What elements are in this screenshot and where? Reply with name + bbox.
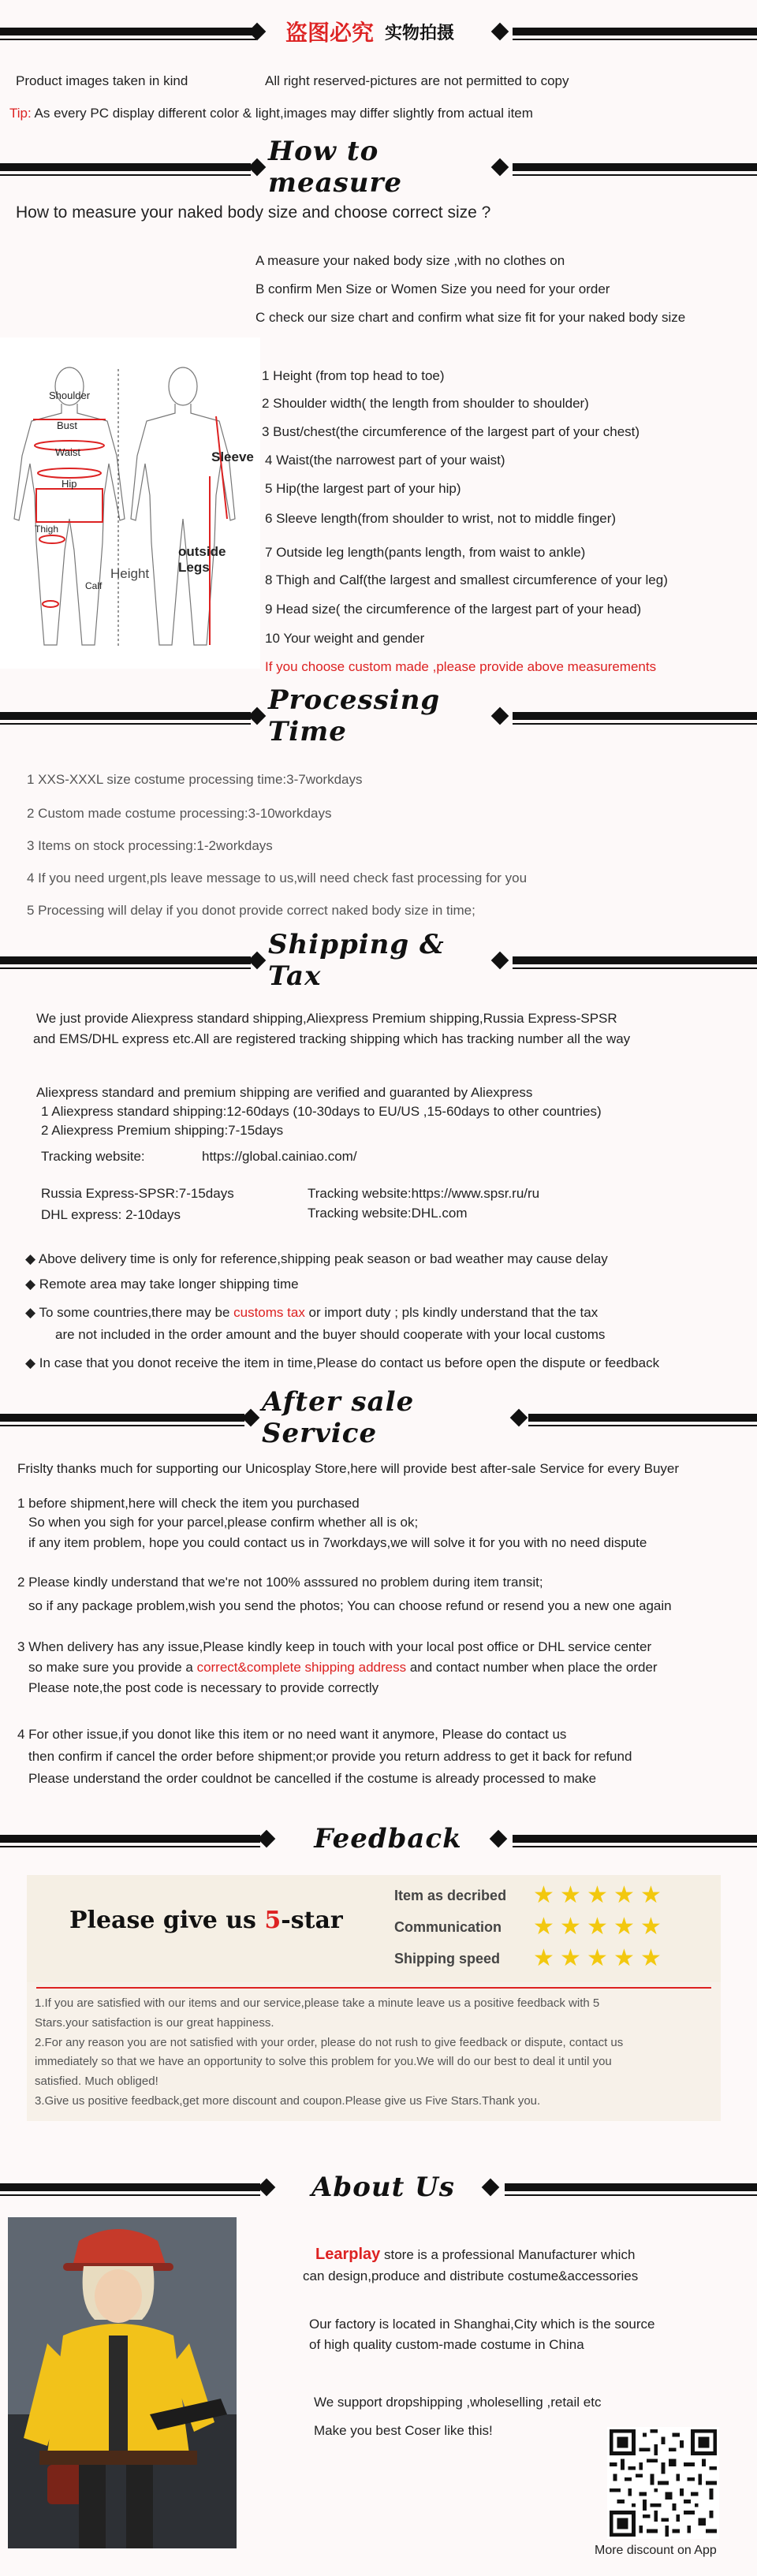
feedback-p1-line1: 1.If you are satisfied with our items and our service,please take a minute leave us a positive feedback with 5 [35,1996,600,2010]
measure-step-b: B confirm Men Size or Women Size you need for your order [255,281,610,296]
five-star-number: 5 [264,1907,282,1934]
label-thigh: Thigh [35,524,59,535]
measure-banner-label: How to measure [268,136,403,199]
shipping-banner-label: Shipping & Tax [268,929,445,992]
shipping-bullet-1 [25,1251,608,1267]
label-calf: Calf [85,580,103,591]
feedback-banner [0,1821,757,1856]
label-height: Height [110,566,150,581]
aftersale-3-line2 [28,1659,658,1676]
star-icon: ★ [587,1881,608,1909]
body-measure-diagram [0,337,260,669]
measure-item-8: 8 Thigh and Calf(the largest and smallest circumference of your leg) [265,572,668,587]
shipping-premium: 2 Aliexpress Premium shipping:7-15days [41,1123,284,1138]
russia-express: Russia Express-SPSR:7-15days [41,1186,234,1201]
measure-step-c: C check our size chart and confirm what size fit for your naked body size [255,310,686,325]
aftersale-2-line2: so if any package problem,wish you send the photos; You can choose refund or resend you a new one again [28,1598,672,1613]
aftersale-3-line2-pre: so make sure you provide a [28,1660,197,1675]
shipping-bullet-4 [25,1355,659,1371]
dhl-tracking: Tracking website:DHL.com [308,1206,468,1221]
aftersale-4-line1: 4 For other issue,if you donot like this item or no need want it anymore, Please do contact us [17,1727,567,1742]
about-banner [0,2170,757,2205]
feedback-banner-label: Feedback [314,1823,462,1855]
processing-item-5: 5 Processing will delay if you donot provide correct naked body size in time; [27,903,475,918]
measure-item-10: 10 Your weight and gender [265,631,425,646]
shipping-guarantee: Aliexpress standard and premium shipping are verified and guaranted by Aliexpress [36,1085,533,1100]
about-line-3: Our factory is located in Shanghai,City which is the source [309,2317,655,2332]
custom-made-note: If you choose custom made ,please provide above measurements [265,659,657,674]
label-shoulder: Shoulder [49,390,91,401]
shipping-bullet-1-text: Above delivery time is only for reference,shipping peak season or bad weather may cause delay [38,1251,608,1266]
measure-heading: How to measure your naked body size and choose correct size ? [16,203,491,222]
aftersale-1-line3: if any item problem, hope you could contact us in 7workdays,we will solve it for you with no need dispute [28,1535,647,1550]
feedback-text [35,1996,623,2109]
measure-item-3: 3 Bust/chest(the circumference of the largest part of your chest) [262,424,640,439]
label-hip: Hip [62,478,77,490]
rating-label-item: Item as decribed [394,1888,507,1903]
star-icon: ★ [533,1881,554,1909]
shipping-bullet-3 [25,1304,598,1321]
about-line-1-text: store is a professional Manufacturer which [380,2247,636,2262]
shipping-banner [0,929,757,992]
label-outside-legs: outside Legs [178,544,226,575]
cosplay-photo [8,2217,237,2548]
about-line-6: Make you best Coser like this! [314,2423,493,2438]
rating-stars-communication [533,1913,667,1940]
measure-item-1: 1 Height (from top head to toe) [262,368,445,383]
star-icon: ★ [640,1881,662,1909]
aftersale-banner [0,1386,757,1449]
aftersale-3-line3: Please note,the post code is necessary to provide correctly [28,1680,379,1695]
star-icon: ★ [587,1944,608,1972]
measure-item-6: 6 Sleeve length(from shoulder to wrist, not to middle finger) [265,511,617,526]
five-star-request-post: -star [281,1907,343,1934]
feedback-p3: 3.Give us positive feedback,get more discount and coupon.Please give us Five Stars.Thank you. [35,2093,541,2108]
aftersale-4-line3: Please understand the order couldnot be cancelled if the costume is already processed to make [28,1771,597,1786]
about-line-4: of high quality custom-made costume in China [309,2337,584,2352]
measure-item-4: 4 Waist(the narrowest part of your waist) [265,453,505,468]
shipping-tracking-url[interactable]: https://global.cainiao.com/ [202,1149,357,1164]
rating-label-shipping: Shipping speed [394,1951,501,1966]
header-subtitle-cn: 实物拍摄 [385,23,455,43]
aftersale-1-line2: So when you sigh for your parcel,please confirm whether all is ok; [28,1515,419,1530]
shipping-tracking-label: Tracking website: [41,1149,145,1164]
aftersale-1-line1: 1 before shipment,here will check the item you purchased [17,1496,360,1511]
aftersale-3-line2-post: and contact number when place the order [406,1660,658,1675]
body-outline-svg [0,337,260,669]
rating-label-communication: Communication [394,1919,502,1935]
customs-tax-highlight: customs tax [233,1305,305,1320]
star-icon: ★ [587,1913,608,1940]
shipping-bullet-3-line2: are not included in the order amount and the buyer should cooperate with your local customs [55,1327,606,1342]
tip-label: Tip: [9,106,32,121]
star-icon: ★ [613,1881,635,1909]
qr-caption: More discount on App [595,2544,717,2557]
diamond-bullet-icon: ◆ [25,1251,39,1266]
label-bust: Bust [57,419,78,431]
header-title-cn: 盗图必究 [285,20,375,46]
aftersale-2-line1: 2 Please kindly understand that we're not 100% asssured no problem during item transit; [17,1575,543,1590]
shipping-bullet-3-post: or import duty ; pls kindly understand that the tax [304,1305,599,1320]
star-icon: ★ [640,1913,662,1940]
star-icon: ★ [560,1881,581,1909]
measure-step-a: A measure your naked body size ,with no clothes on [255,253,565,268]
feedback-p2-line3: satisfied. Much obliged! [35,2075,158,2088]
measure-item-7: 7 Outside leg length(pants length, from waist to ankle) [265,545,586,560]
star-icon: ★ [640,1944,662,1972]
rating-stars-shipping [533,1944,667,1972]
tip-line [9,105,533,121]
star-icon: ★ [613,1913,635,1940]
diamond-bullet-icon: ◆ [25,1305,39,1320]
measure-item-9: 9 Head size( the circumference of the largest part of your head) [265,602,642,617]
shipping-intro-2: and EMS/DHL express etc.All are registered tracking shipping which has tracking number all the way [33,1031,631,1046]
feedback-p2-line2: immediately so that we have an opportunity to solve this problem for you.We will do our best to deal it until you [35,2055,612,2069]
processing-item-4: 4 If you need urgent,pls leave message to us,will need check fast processing for you [27,870,528,885]
about-line-5: We support dropshipping ,wholeselling ,retail etc [314,2395,602,2410]
diamond-bullet-icon: ◆ [25,1277,39,1292]
shipping-intro-1: We just provide Aliexpress standard shipping,Aliexpress Premium shipping,Russia Express-SPSR [36,1011,617,1026]
shipping-bullet-4-text: In case that you donot receive the item in time,Please do contact us before open the dispute or feedback [39,1355,660,1370]
processing-item-1: 1 XXS-XXXL size costume processing time:3-7workdays [27,772,363,787]
dhl-express: DHL express: 2-10days [41,1207,181,1222]
label-waist: Waist [55,446,81,458]
russia-tracking: Tracking website:https://www.spsr.ru/ru [308,1186,540,1201]
about-banner-label: About Us [311,2172,455,2203]
shipping-bullet-2 [25,1276,299,1292]
aftersale-intro: Frislty thanks much for supporting our Unicosplay Store,here will provide best after-sale Service for every Buyer [17,1461,680,1476]
processing-banner [0,684,757,747]
five-star-request-pre: Please give us [69,1907,265,1934]
label-sleeve: Sleeve [211,449,254,464]
star-icon: ★ [560,1913,581,1940]
shipping-bullet-3-pre: To some countries,there may be [39,1305,234,1320]
aftersale-banner-label: After sale Service [262,1386,415,1449]
qr-code-icon [610,2429,717,2537]
shipping-standard: 1 Aliexpress standard shipping:12-60days (10-30days to EU/US ,15-60days to other countries) [41,1104,602,1119]
feedback-panel [27,1875,721,2121]
measure-item-2: 2 Shoulder width( the length from shoulder to shoulder) [262,396,589,411]
measure-banner [0,136,757,199]
diamond-bullet-icon: ◆ [25,1355,39,1370]
star-icon: ★ [560,1944,581,1972]
about-line-1 [315,2246,635,2264]
brand-name: Learplay [315,2246,381,2263]
shipping-bullet-2-text: Remote area may take longer shipping time [39,1277,299,1292]
shipping-address-highlight: correct&complete shipping address [196,1660,407,1675]
copyright-note: All right reserved-pictures are not permitted to copy [265,73,569,88]
app-qr-code[interactable] [607,2427,719,2539]
about-line-2: can design,produce and distribute costume&accessories [303,2268,639,2283]
feedback-p2-line1: 2.For any reason you are not satisfied with your order, please do not rush to give feedback or dispute, contact us [35,2035,624,2049]
star-icon: ★ [613,1944,635,1972]
five-star-request [69,1907,343,1934]
aftersale-3-line1: 3 When delivery has any issue,Please kindly keep in touch with your local post office or DHL service center [17,1639,652,1654]
star-icon: ★ [533,1913,554,1940]
processing-item-2: 2 Custom made costume processing:3-10workdays [27,806,332,821]
processing-banner-label: Processing Time [268,684,441,747]
aftersale-4-line2: then confirm if cancel the order before shipment;or provide you return address to get it back for refund [28,1749,632,1764]
feedback-p1-line2: Stars.your satisfaction is our great happiness. [35,2015,274,2030]
processing-item-3: 3 Items on stock processing:1-2workdays [27,838,273,853]
rating-stars-item [533,1881,667,1909]
measure-item-5: 5 Hip(the largest part of your hip) [265,481,461,496]
product-note: Product images taken in kind [16,73,188,88]
cosplay-figure-svg [8,2217,237,2548]
star-icon: ★ [533,1944,554,1972]
tip-text: As every PC display different color & light,images may differ slightly from actual item [31,106,533,121]
header-banner [0,14,757,49]
feedback-divider [36,1987,711,1989]
